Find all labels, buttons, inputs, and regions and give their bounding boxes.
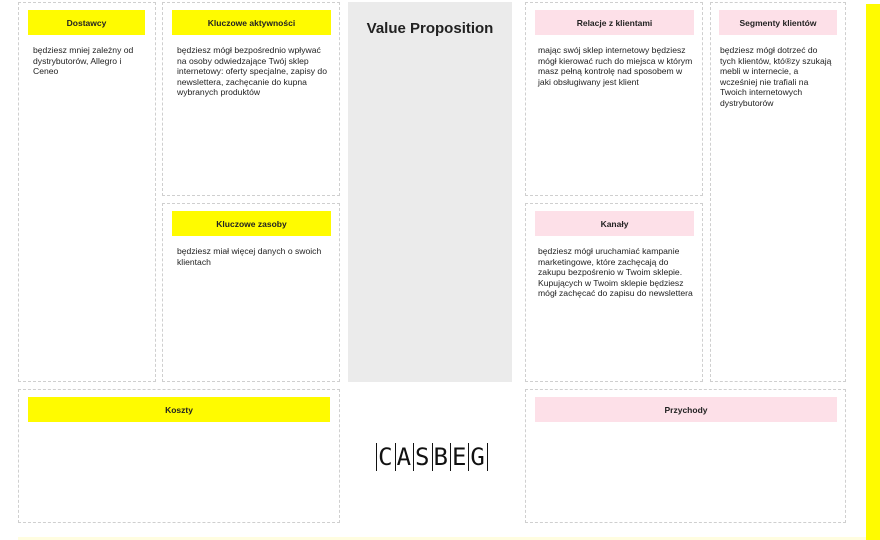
label-kluczowe-aktywnosci: Kluczowe aktywności <box>172 10 331 35</box>
label-kluczowe-zasoby: Kluczowe zasoby <box>172 211 331 236</box>
cell-dostawcy <box>18 2 156 382</box>
label-koszty: Koszty <box>28 397 330 422</box>
label-dostawcy: Dostawcy <box>28 10 145 35</box>
logo-letter: B <box>433 443 449 471</box>
cell-segmenty <box>710 2 846 382</box>
text-kanaly: będziesz mógł uruchamiać kampanie marketingowe, które zachęcają do zakupu bezpośrenio w Twoim sklepie. Kupujących w Twoim sklepie będziesz mógł zachęcać do zapisu do newslettera <box>538 246 693 299</box>
logo-letter: E <box>451 443 468 471</box>
casbeg-logo <box>378 440 486 474</box>
text-kluczowe-zasoby: będziesz miał więcej danych o swoich klientach <box>177 246 322 267</box>
logo-letter: S <box>415 443 431 471</box>
yellow-accent-bar <box>866 4 880 540</box>
cell-kanaly <box>525 203 703 382</box>
label-kanaly: Kanały <box>535 211 694 236</box>
logo-letter: C <box>378 443 394 471</box>
text-kluczowe-aktywnosci: będziesz mógł bezpośrednio wpływać na osoby odwiedzające Twój sklep internetowy: oferty specjalne, zapisy do newslettera, zachęcanie do kupna wybranych produktów <box>177 45 327 98</box>
text-segmenty: będziesz mógł dotrzeć do tych klientów, któ®zy szukają mebli w internecie, a wcześniej nie trafiali na Twoich internetowych dystrybutorów <box>720 45 832 108</box>
logo-letter: A <box>396 443 413 471</box>
text-relacje: mając swój sklep internetowy będziesz mógł kierować ruch do miejsca w którym masz pełną kontrolę nad sposobem w jaki obsługiwany jest klient <box>538 45 693 87</box>
logo-letter: G <box>470 443 486 471</box>
cell-koszty <box>18 389 340 523</box>
value-proposition-panel <box>348 2 512 382</box>
cell-kluczowe-aktywnosci <box>162 2 340 196</box>
cell-kluczowe-zasoby <box>162 203 340 382</box>
label-przychody: Przychody <box>535 397 837 422</box>
cell-relacje <box>525 2 703 196</box>
value-proposition-title: Value Proposition <box>366 20 494 37</box>
label-segmenty: Segmenty klientów <box>719 10 837 35</box>
cell-przychody <box>525 389 846 523</box>
text-dostawcy: będziesz mniej zależny od dystrybutorów, Allegro i Ceneo <box>33 45 134 77</box>
label-relacje: Relacje z klientami <box>535 10 694 35</box>
